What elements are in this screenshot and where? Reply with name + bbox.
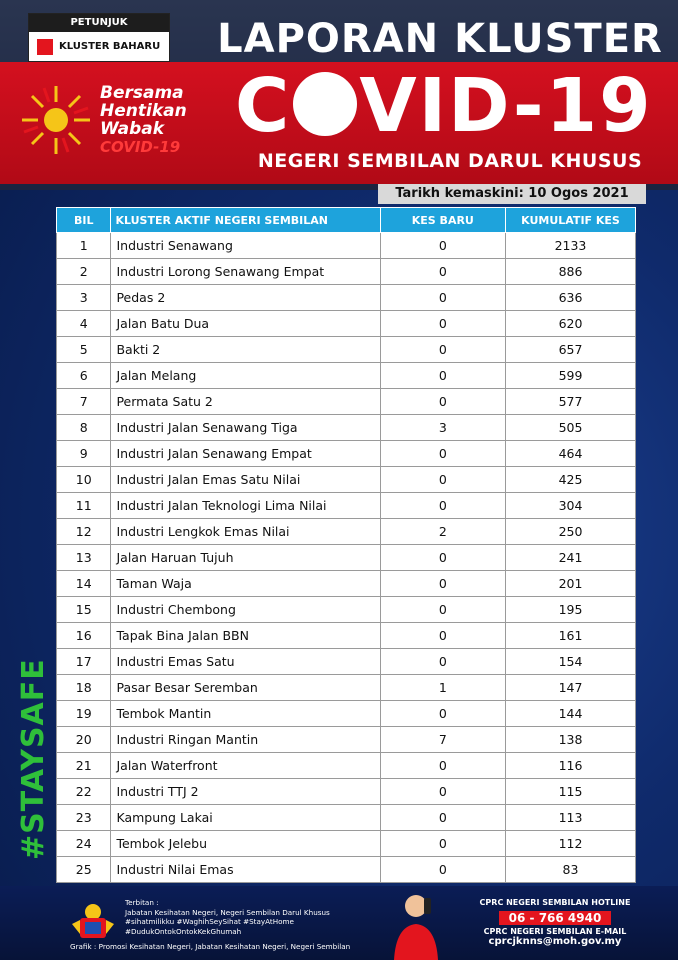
- row-cluster-name: Tapak Bina Jalan BBN: [111, 623, 380, 649]
- row-kes-baru: 2: [380, 519, 505, 545]
- row-cluster-name: Industri Jalan Emas Satu Nilai: [111, 467, 380, 493]
- row-cluster-name: Industri Senawang: [111, 233, 380, 259]
- row-kumulatif: 83: [505, 857, 635, 883]
- row-kes-baru: 0: [380, 831, 505, 857]
- hashtags-2: #DudukOntokOntokKekGhumah: [125, 926, 242, 936]
- row-kes-baru: 0: [380, 337, 505, 363]
- col-bil: BIL: [57, 208, 111, 233]
- row-kumulatif: 112: [505, 831, 635, 857]
- legend-label: KLUSTER BAHARU: [59, 41, 161, 52]
- row-kes-baru: 0: [380, 493, 505, 519]
- slogan-line-4: COVID-19: [100, 138, 181, 156]
- row-bil: 9: [57, 441, 111, 467]
- row-kumulatif: 425: [505, 467, 635, 493]
- table-row: [57, 649, 636, 675]
- row-cluster-name: Industri Nilai Emas: [111, 857, 380, 883]
- table-row: [57, 701, 636, 727]
- row-kes-baru: 0: [380, 233, 505, 259]
- table-row: [57, 675, 636, 701]
- row-kes-baru: 0: [380, 701, 505, 727]
- row-bil: 12: [57, 519, 111, 545]
- hotline-block: [445, 898, 665, 947]
- table-row: [57, 389, 636, 415]
- row-cluster-name: Tembok Mantin: [111, 701, 380, 727]
- row-cluster-name: Permata Satu 2: [111, 389, 380, 415]
- row-kumulatif: 241: [505, 545, 635, 571]
- row-kes-baru: 7: [380, 727, 505, 753]
- hotline-number[interactable]: 06 - 766 4940: [499, 911, 612, 925]
- row-kes-baru: 0: [380, 259, 505, 285]
- covid-prefix: C: [235, 63, 292, 149]
- hashtags-1: #sihatmilikku #WaghihSeySihat #StayAtHome: [125, 917, 294, 926]
- row-cluster-name: Jalan Haruan Tujuh: [111, 545, 380, 571]
- government-crest-icon: [68, 898, 118, 944]
- row-bil: 15: [57, 597, 111, 623]
- table-row: [57, 597, 636, 623]
- row-kumulatif: 2133: [505, 233, 635, 259]
- row-cluster-name: Industri TTJ 2: [111, 779, 380, 805]
- row-kumulatif: 147: [505, 675, 635, 701]
- row-bil: 4: [57, 311, 111, 337]
- row-kumulatif: 657: [505, 337, 635, 363]
- row-kes-baru: 0: [380, 311, 505, 337]
- row-bil: 5: [57, 337, 111, 363]
- row-kes-baru: 3: [380, 415, 505, 441]
- row-kes-baru: 0: [380, 857, 505, 883]
- updated-date: Tarikh kemaskini: 10 Ogos 2021: [378, 184, 646, 204]
- row-cluster-name: Industri Lengkok Emas Nilai: [111, 519, 380, 545]
- row-cluster-name: Pedas 2: [111, 285, 380, 311]
- hotline-label: CPRC NEGERI SEMBILAN HOTLINE: [479, 898, 631, 907]
- row-kumulatif: 115: [505, 779, 635, 805]
- row-cluster-name: Pasar Besar Seremban: [111, 675, 380, 701]
- row-kes-baru: 1: [380, 675, 505, 701]
- row-kumulatif: 464: [505, 441, 635, 467]
- email-label: CPRC NEGERI SEMBILAN E-MAIL: [483, 927, 627, 936]
- row-kumulatif: 304: [505, 493, 635, 519]
- row-bil: 6: [57, 363, 111, 389]
- row-kes-baru: 0: [380, 467, 505, 493]
- row-kes-baru: 0: [380, 363, 505, 389]
- legend-box: [28, 13, 170, 62]
- table-row: [57, 727, 636, 753]
- row-cluster-name: Industri Jalan Teknologi Lima Nilai: [111, 493, 380, 519]
- terbitan-label: Terbitan :: [125, 898, 159, 907]
- row-bil: 13: [57, 545, 111, 571]
- row-cluster-name: Industri Lorong Senawang Empat: [111, 259, 380, 285]
- row-kumulatif: 620: [505, 311, 635, 337]
- row-bil: 23: [57, 805, 111, 831]
- row-kes-baru: 0: [380, 571, 505, 597]
- footer-text: [125, 898, 395, 936]
- row-kumulatif: 886: [505, 259, 635, 285]
- table-header-row: [57, 208, 636, 233]
- footer: [0, 886, 678, 960]
- row-bil: 18: [57, 675, 111, 701]
- table-row: [57, 493, 636, 519]
- row-kumulatif: 636: [505, 285, 635, 311]
- row-kumulatif: 599: [505, 363, 635, 389]
- row-cluster-name: Taman Waja: [111, 571, 380, 597]
- row-kes-baru: 0: [380, 805, 505, 831]
- virus-ball-icon: [293, 72, 357, 136]
- row-bil: 1: [57, 233, 111, 259]
- row-kes-baru: 0: [380, 779, 505, 805]
- table-row: [57, 519, 636, 545]
- covid-suffix: VID-19: [359, 63, 653, 149]
- slogan-line-3: Wabak: [100, 119, 165, 139]
- slogan-line-1: Bersama: [100, 83, 184, 103]
- covid-title: [235, 64, 675, 148]
- row-cluster-name: Industri Jalan Senawang Empat: [111, 441, 380, 467]
- table-row: [57, 623, 636, 649]
- row-bil: 17: [57, 649, 111, 675]
- row-kumulatif: 144: [505, 701, 635, 727]
- legend-title: PETUNJUK: [29, 14, 169, 32]
- row-kumulatif: 201: [505, 571, 635, 597]
- table-row: [57, 753, 636, 779]
- table-row: [57, 259, 636, 285]
- row-kumulatif: 195: [505, 597, 635, 623]
- row-kes-baru: 0: [380, 441, 505, 467]
- row-cluster-name: Jalan Batu Dua: [111, 311, 380, 337]
- row-kes-baru: 0: [380, 545, 505, 571]
- row-bil: 14: [57, 571, 111, 597]
- col-kes-baru: KES BARU: [380, 208, 505, 233]
- table-row: [57, 779, 636, 805]
- row-cluster-name: Jalan Melang: [111, 363, 380, 389]
- row-bil: 3: [57, 285, 111, 311]
- row-bil: 20: [57, 727, 111, 753]
- row-kes-baru: 0: [380, 389, 505, 415]
- row-bil: 21: [57, 753, 111, 779]
- row-kumulatif: 154: [505, 649, 635, 675]
- row-bil: 16: [57, 623, 111, 649]
- row-bil: 11: [57, 493, 111, 519]
- table-row: [57, 441, 636, 467]
- row-kumulatif: 113: [505, 805, 635, 831]
- row-cluster-name: Tembok Jelebu: [111, 831, 380, 857]
- row-kumulatif: 161: [505, 623, 635, 649]
- phone-person-icon: [380, 886, 450, 960]
- row-cluster-name: Industri Ringan Mantin: [111, 727, 380, 753]
- row-kes-baru: 0: [380, 597, 505, 623]
- row-cluster-name: Industri Emas Satu: [111, 649, 380, 675]
- row-kumulatif: 250: [505, 519, 635, 545]
- table-row: [57, 285, 636, 311]
- subtitle: NEGERI SEMBILAN DARUL KHUSUS: [257, 150, 643, 172]
- table-row: [57, 467, 636, 493]
- table-row: [57, 311, 636, 337]
- table-row: [57, 363, 636, 389]
- page-title: LAPORAN KLUSTER: [217, 16, 663, 62]
- row-kes-baru: 0: [380, 649, 505, 675]
- row-kes-baru: 0: [380, 753, 505, 779]
- table-row: [57, 831, 636, 857]
- row-cluster-name: Bakti 2: [111, 337, 380, 363]
- row-bil: 2: [57, 259, 111, 285]
- row-kumulatif: 505: [505, 415, 635, 441]
- slogan-line-2: Hentikan: [100, 101, 187, 121]
- row-bil: 10: [57, 467, 111, 493]
- row-bil: 25: [57, 857, 111, 883]
- row-bil: 8: [57, 415, 111, 441]
- table-row: [57, 805, 636, 831]
- slogan: [100, 84, 210, 156]
- table-row: [57, 233, 636, 259]
- row-bil: 7: [57, 389, 111, 415]
- row-cluster-name: Jalan Waterfront: [111, 753, 380, 779]
- row-cluster-name: Industri Chembong: [111, 597, 380, 623]
- row-kumulatif: 138: [505, 727, 635, 753]
- col-kumulatif: KUMULATIF KES: [505, 208, 635, 233]
- row-kes-baru: 0: [380, 623, 505, 649]
- row-kumulatif: 116: [505, 753, 635, 779]
- grafik-credit: Grafik : Promosi Kesihatan Negeri, Jabatan Kesihatan Negeri, Negeri Sembilan: [70, 942, 351, 951]
- sun-emblem-icon: [18, 82, 94, 158]
- col-cluster: KLUSTER AKTIF NEGERI SEMBILAN: [111, 208, 380, 233]
- row-bil: 19: [57, 701, 111, 727]
- email-address[interactable]: cprcjknns@moh.gov.my: [488, 936, 622, 947]
- table-row: [57, 857, 636, 883]
- cluster-table-wrap: [56, 207, 636, 883]
- stay-safe-text: #STAYSAFE: [16, 658, 51, 860]
- row-kumulatif: 577: [505, 389, 635, 415]
- table-row: [57, 571, 636, 597]
- row-cluster-name: Industri Jalan Senawang Tiga: [111, 415, 380, 441]
- table-row: [57, 545, 636, 571]
- table-row: [57, 415, 636, 441]
- row-bil: 24: [57, 831, 111, 857]
- new-cluster-swatch: [37, 39, 53, 55]
- row-bil: 22: [57, 779, 111, 805]
- table-row: [57, 337, 636, 363]
- row-kes-baru: 0: [380, 285, 505, 311]
- cluster-table: [56, 207, 636, 883]
- publisher: Jabatan Kesihatan Negeri, Negeri Sembilan Darul Khusus: [125, 907, 330, 917]
- row-cluster-name: Kampung Lakai: [111, 805, 380, 831]
